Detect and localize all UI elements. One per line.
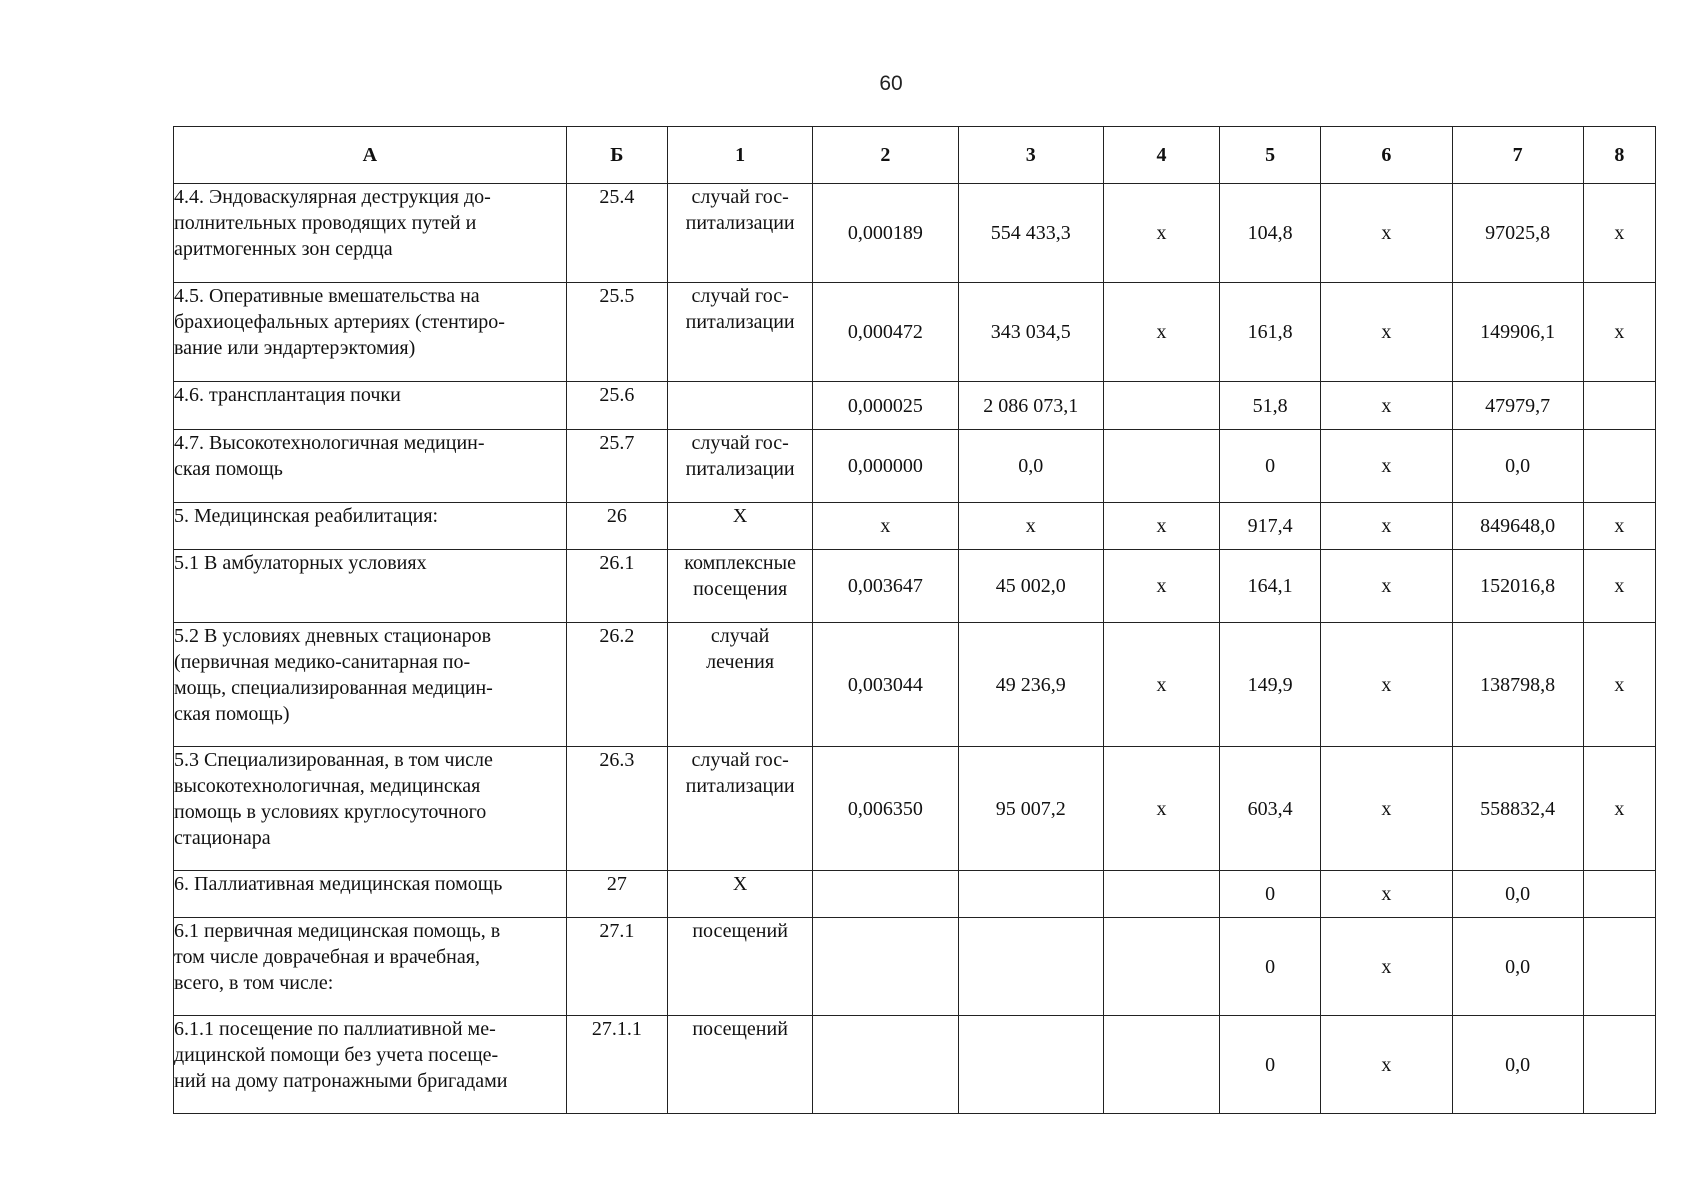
row-unit-cell: случай гос- питализации [667,430,812,503]
row-unit-cell: комплексные посещения [667,550,812,623]
row-name-cell: 6.1.1 посещение по паллиативной ме- дицинской помощи без учета посеще- ний на дому патронажными бригадами [174,1016,567,1114]
row-value-cell: 917,4 [1220,503,1321,550]
row-value-cell: х [1583,184,1655,283]
row-value-cell [1103,382,1219,430]
row-value-cell: 0,0 [1452,430,1583,503]
row-name-cell: 5. Медицинская реабилитация: [174,503,567,550]
table-row [174,283,1656,382]
row-value-cell: 849648,0 [1452,503,1583,550]
row-value-cell [1583,382,1655,430]
row-value-cell: 45 002,0 [958,550,1103,623]
data-table [173,126,1656,1114]
row-value-cell: 0,0 [1452,918,1583,1016]
row-code-cell: 27.1.1 [566,1016,667,1114]
row-unit-cell [667,382,812,430]
row-value-cell: 558832,4 [1452,747,1583,871]
table-row [174,747,1656,871]
row-code-cell: 25.4 [566,184,667,283]
row-value-cell: 2 086 073,1 [958,382,1103,430]
row-value-cell: х [1321,871,1452,918]
table-row [174,503,1656,550]
row-value-cell [958,1016,1103,1114]
row-name-cell: 5.3 Специализированная, в том числе высокотехнологичная, медицинская помощь в условиях круглосуточного стационара [174,747,567,871]
row-value-cell: 0 [1220,430,1321,503]
row-code-cell: 27.1 [566,918,667,1016]
row-name-cell: 4.7. Высокотехнологичная медицин- ская помощь [174,430,567,503]
row-value-cell: х [1103,503,1219,550]
row-value-cell: х [1321,747,1452,871]
row-value-cell: х [1583,503,1655,550]
row-value-cell: 149,9 [1220,623,1321,747]
row-unit-cell: Х [667,503,812,550]
header-cell: 7 [1452,127,1583,184]
row-value-cell [1103,430,1219,503]
row-value-cell: 47979,7 [1452,382,1583,430]
header-cell: 6 [1321,127,1452,184]
row-unit-cell: случай гос- питализации [667,283,812,382]
row-value-cell [958,918,1103,1016]
row-value-cell: 51,8 [1220,382,1321,430]
row-value-cell: 0 [1220,871,1321,918]
row-value-cell: 152016,8 [1452,550,1583,623]
header-row [174,127,1656,184]
row-unit-cell: случай лечения [667,623,812,747]
row-value-cell: х [1321,184,1452,283]
row-value-cell: х [1103,550,1219,623]
row-name-cell: 5.1 В амбулаторных условиях [174,550,567,623]
row-value-cell [813,1016,958,1114]
row-value-cell: 0,000472 [813,283,958,382]
row-value-cell: х [1321,283,1452,382]
row-code-cell: 27 [566,871,667,918]
row-value-cell [813,918,958,1016]
row-code-cell: 25.6 [566,382,667,430]
table-row [174,430,1656,503]
row-unit-cell: посещений [667,1016,812,1114]
row-name-cell: 6.1 первичная медицинская помощь, в том числе доврачебная и врачебная, всего, в том числе: [174,918,567,1016]
header-cell: 2 [813,127,958,184]
row-value-cell: 161,8 [1220,283,1321,382]
row-value-cell: х [813,503,958,550]
row-value-cell [1583,1016,1655,1114]
header-cell: 8 [1583,127,1655,184]
row-value-cell: х [1321,623,1452,747]
row-value-cell: 95 007,2 [958,747,1103,871]
row-value-cell: 0,000000 [813,430,958,503]
row-code-cell: 25.7 [566,430,667,503]
table-row [174,871,1656,918]
row-value-cell: 0 [1220,918,1321,1016]
table-row [174,918,1656,1016]
row-value-cell: 0,006350 [813,747,958,871]
row-value-cell: 0,0 [1452,1016,1583,1114]
row-name-cell: 4.5. Оперативные вмешательства на брахиоцефальных артериях (стентиро- вание или эндартерэктомия) [174,283,567,382]
row-code-cell: 25.5 [566,283,667,382]
row-value-cell: х [1103,184,1219,283]
row-value-cell: х [958,503,1103,550]
row-value-cell [1103,918,1219,1016]
row-value-cell: х [1321,430,1452,503]
row-name-cell: 6. Паллиативная медицинская помощь [174,871,567,918]
row-value-cell: х [1583,550,1655,623]
row-unit-cell: случай гос- питализации [667,184,812,283]
row-value-cell: х [1103,283,1219,382]
row-value-cell: 138798,8 [1452,623,1583,747]
header-cell: А [174,127,567,184]
row-value-cell: х [1321,1016,1452,1114]
row-value-cell: 603,4 [1220,747,1321,871]
row-value-cell: 149906,1 [1452,283,1583,382]
row-value-cell: х [1583,747,1655,871]
row-value-cell: 343 034,5 [958,283,1103,382]
row-value-cell: х [1103,747,1219,871]
row-value-cell: х [1103,623,1219,747]
row-value-cell: х [1321,918,1452,1016]
table-row [174,1016,1656,1114]
row-value-cell: 0,000025 [813,382,958,430]
row-name-cell: 4.6. трансплантация почки [174,382,567,430]
row-value-cell [1103,871,1219,918]
row-value-cell [958,871,1103,918]
row-name-cell: 4.4. Эндоваскулярная деструкция до- полнительных проводящих путей и аритмогенных зон сердца [174,184,567,283]
row-value-cell: 0,003044 [813,623,958,747]
row-value-cell [1103,1016,1219,1114]
row-value-cell: 0,000189 [813,184,958,283]
row-value-cell: 164,1 [1220,550,1321,623]
table-row [174,623,1656,747]
row-unit-cell: посещений [667,918,812,1016]
row-value-cell: х [1321,503,1452,550]
row-value-cell: 104,8 [1220,184,1321,283]
row-unit-cell: случай гос- питализации [667,747,812,871]
table-row [174,184,1656,283]
row-value-cell: 0,003647 [813,550,958,623]
header-cell: 5 [1220,127,1321,184]
row-value-cell [1583,430,1655,503]
row-value-cell: х [1321,550,1452,623]
row-unit-cell: Х [667,871,812,918]
table-row [174,382,1656,430]
row-value-cell: 0,0 [1452,871,1583,918]
row-value-cell: 0 [1220,1016,1321,1114]
row-value-cell: х [1583,283,1655,382]
row-code-cell: 26.3 [566,747,667,871]
row-value-cell: 554 433,3 [958,184,1103,283]
header-cell: 3 [958,127,1103,184]
header-cell: 1 [667,127,812,184]
row-value-cell [1583,871,1655,918]
header-cell: 4 [1103,127,1219,184]
row-value-cell [1583,918,1655,1016]
row-code-cell: 26 [566,503,667,550]
page-number: 60 [879,72,903,95]
row-value-cell: 49 236,9 [958,623,1103,747]
table-row [174,550,1656,623]
row-value-cell: х [1583,623,1655,747]
row-value-cell [813,871,958,918]
header-cell: Б [566,127,667,184]
row-code-cell: 26.2 [566,623,667,747]
row-value-cell: х [1321,382,1452,430]
row-code-cell: 26.1 [566,550,667,623]
row-value-cell: 0,0 [958,430,1103,503]
row-name-cell: 5.2 В условиях дневных стационаров (первичная медико-санитарная по- мощь, специализированная медицин- ская помощь) [174,623,567,747]
row-value-cell: 97025,8 [1452,184,1583,283]
